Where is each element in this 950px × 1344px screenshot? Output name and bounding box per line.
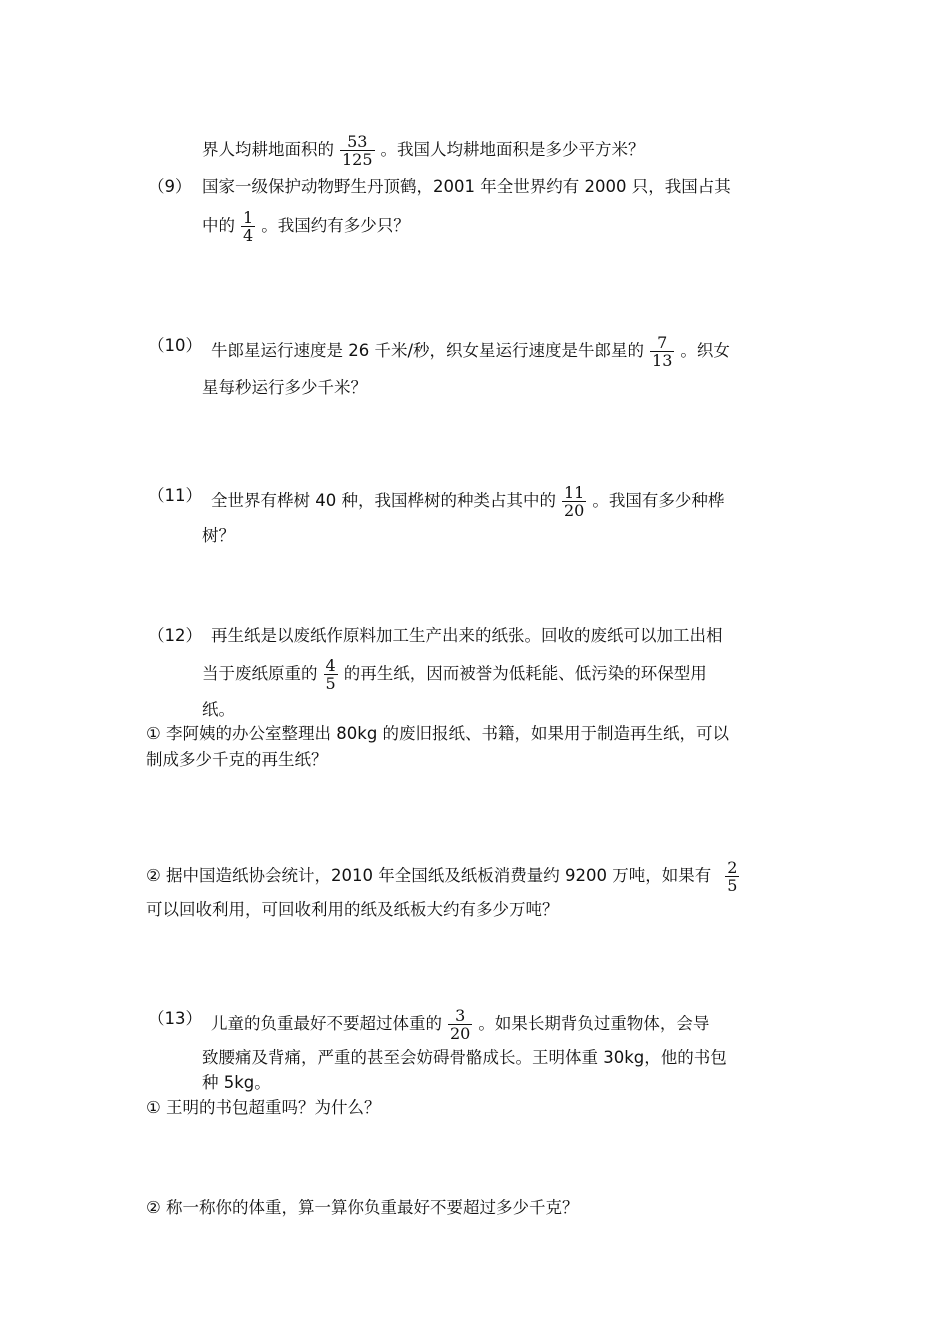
q12-fraction-numerator: 4	[325, 656, 336, 675]
q12-fraction-denominator: 5	[325, 674, 336, 693]
q12-line2	[202, 657, 707, 692]
q9-fraction	[241, 209, 255, 244]
q10-number: （10）	[148, 336, 202, 355]
q13-sub2: ② 称一称你的体重，算一算你负重最好不要超过多少千克？	[146, 1198, 579, 1217]
q11-line2: 树？	[202, 526, 235, 545]
q8-line	[202, 133, 645, 168]
q13-fraction	[448, 1007, 472, 1042]
q11-line1	[211, 484, 724, 519]
q10-text-before: 牛郎星运行速度是 26 千米/秒，织女星运行速度是牛郎星的	[211, 341, 645, 360]
q13-line3: 种 5kg。	[202, 1073, 271, 1092]
q13-text-before: 儿童的负重最好不要超过体重的	[211, 1014, 442, 1033]
q13-line1	[211, 1007, 709, 1042]
q13-fraction-denominator: 20	[450, 1024, 471, 1043]
q12-text-before: 当于废纸原重的	[202, 664, 318, 683]
q12-line1: 再生纸是以废纸作原料加工生产出来的纸张。回收的废纸可以加工出相	[211, 626, 723, 645]
q13-line2: 致腰痛及背痛，严重的甚至会妨碍骨骼成长。王明体重 30kg，他的书包	[202, 1048, 727, 1067]
q11-text-after: 。我国有多少种桦	[592, 491, 725, 510]
q8-fraction	[340, 133, 375, 168]
q12-sub2-line1	[146, 859, 745, 894]
q9-text-after: 。我国约有多少只？	[261, 216, 410, 235]
q10-text-after: 。织女	[680, 341, 730, 360]
q9-fraction-numerator: 1	[243, 208, 254, 227]
q12-sub1-line1: ① 李阿姨的办公室整理出 80kg 的废旧报纸、书籍，如果用于制造再生纸，可以	[146, 724, 730, 743]
q8-text-after: 。我国人均耕地面积是多少平方米？	[380, 140, 645, 159]
q8-fraction-denominator: 125	[342, 150, 373, 169]
q12-sub1-line2: 制成多少千克的再生纸？	[146, 750, 328, 769]
q12-sub2-fraction	[725, 859, 739, 894]
q9-number: （9）	[148, 177, 192, 196]
q8-text-before: 界人均耕地面积的	[202, 140, 334, 159]
q9-fraction-denominator: 4	[243, 226, 254, 245]
q12-sub2-fraction-denominator: 5	[727, 876, 738, 895]
q12-fraction	[324, 657, 338, 692]
q11-fraction-denominator: 20	[564, 501, 585, 520]
q12-sub2-fraction-numerator: 2	[727, 858, 738, 877]
q10-line2: 星每秒运行多少千米？	[202, 378, 367, 397]
q13-text-after: 。如果长期背负过重物体，会导	[478, 1014, 710, 1033]
q9-line1: 国家一级保护动物野生丹顶鹤，2001 年全世界约有 2000 只，我国占其	[202, 177, 731, 196]
q13-number: （13）	[148, 1009, 202, 1028]
q11-fraction	[562, 484, 586, 519]
q10-fraction-numerator: 7	[657, 333, 668, 352]
q13-fraction-numerator: 3	[455, 1006, 466, 1025]
q13-sub1: ① 王明的书包超重吗？为什么？	[146, 1098, 381, 1117]
q8-fraction-numerator: 53	[347, 132, 368, 151]
q10-fraction-denominator: 13	[652, 351, 673, 370]
q11-number: （11）	[148, 486, 202, 505]
q12-number: （12）	[148, 626, 202, 645]
q10-line1	[211, 334, 730, 369]
q12-line3: 纸。	[202, 700, 235, 719]
q11-text-before: 全世界有桦树 40 种，我国桦树的种类占其中的	[211, 491, 556, 510]
q11-fraction-numerator: 11	[564, 483, 585, 502]
q10-fraction	[650, 334, 674, 369]
q12-sub2-text-before: ② 据中国造纸协会统计，2010 年全国纸及纸板消费量约 9200 万吨，如果有	[146, 866, 712, 885]
q12-sub2-line2: 可以回收利用，可回收利用的纸及纸板大约有多少万吨？	[146, 900, 559, 919]
q9-text-before: 中的	[202, 216, 235, 235]
q9-line2	[202, 209, 410, 244]
q12-text-after: 的再生纸，因而被誉为低耗能、低污染的环保型用	[343, 664, 707, 683]
